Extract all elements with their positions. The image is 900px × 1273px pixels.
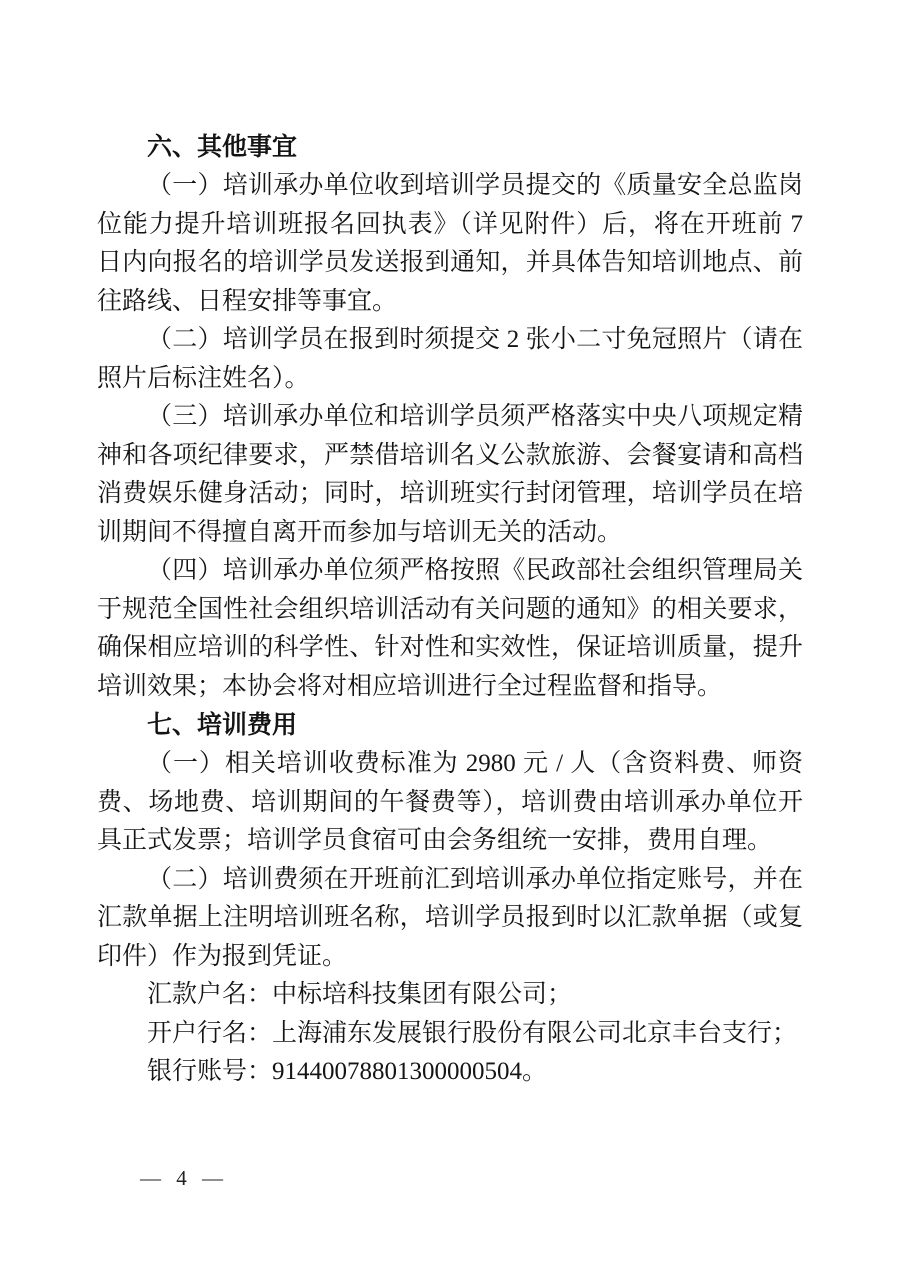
section-heading-other-matters: 六、其他事宜 (147, 133, 298, 161)
page-number: — 4 — (140, 1166, 228, 1190)
paragraph-training-fees-1: （一）相关培训收费标准为 2980 元 / 人（含资料费、师资费、场地费、培训期间的午餐费等），培训费由培训承办单位开具正式发票；培训学员食宿可由会务组统一安排，费用自理。 (97, 750, 803, 854)
section-heading-training-fees: 七、培训费用 (147, 711, 298, 739)
remittance-account-name-line: 汇款户名：中标培科技集团有限公司； (147, 981, 573, 1008)
paragraph-other-matters-1: （一）培训承办单位收到培训学员提交的《质量安全总监岗位能力提升培训班报名回执表》（详见附件）后，将在开班前 7 日内向报名的培训学员发送报到通知，并具体告知培训地点、前往路线、日程安排等事宜。 (97, 172, 803, 315)
bank-branch-name-line: 开户行名：上海浦东发展银行股份有限公司北京丰台支行； (147, 1019, 798, 1047)
bank-account-number-line: 银行账号：91440078801300000504。 (147, 1058, 548, 1085)
paragraph-other-matters-2: （二）培训学员在报到时须提交 2 张小二寸免冠照片（请在照片后标注姓名）。 (97, 326, 803, 392)
page-footer (140, 1166, 228, 1191)
paragraph-other-matters-3: （三）培训承办单位和培训学员须严格落实中央八项规定精神和各项纪律要求，严禁借培训名义公款旅游、会餐宴请和高档消费娱乐健身活动；同时，培训班实行封闭管理，培训学员在培训期间不得擅自离开而参加与培训无关的活动。 (97, 403, 803, 546)
paragraph-other-matters-4: （四）培训承办单位须严格按照《民政部社会组织管理局关于规范全国性社会组织培训活动有关问题的通知》的相关要求，确保相应培训的科学性、针对性和实效性，保证培训质量，提升培训效果；本协会将对相应培训进行全过程监督和指导。 (97, 557, 803, 700)
paragraph-training-fees-2: （二）培训费须在开班前汇到培训承办单位指定账号，并在汇款单据上注明培训班名称，培训学员报到时以汇款单据（或复印件）作为报到凭证。 (97, 865, 803, 970)
document-body (97, 128, 803, 1092)
